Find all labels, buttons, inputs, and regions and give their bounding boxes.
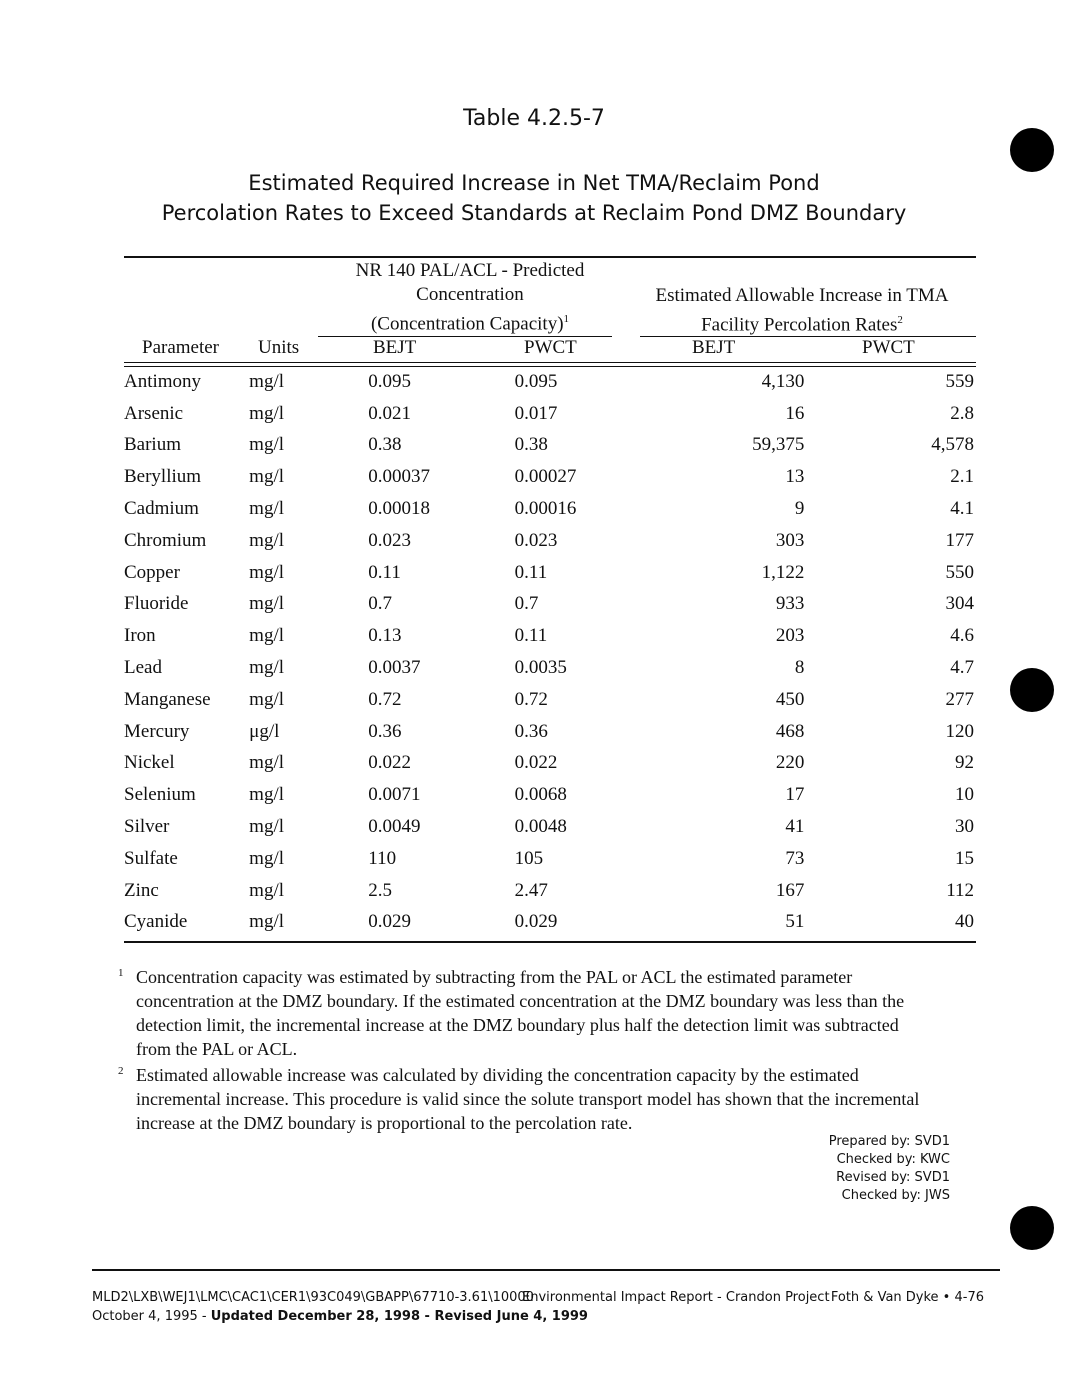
column-header-parameter: Parameter <box>142 337 220 358</box>
table-row <box>124 493 974 525</box>
pwct-concentration-cell: 0.36 <box>514 720 548 742</box>
punch-hole-middle <box>1010 668 1054 712</box>
bejt-concentration-cell: 0.0071 <box>368 784 421 806</box>
bejt-concentration-cell: 0.7 <box>368 593 393 615</box>
units-cell: mg/l <box>249 847 285 869</box>
pwct-concentration-cell: 0.0068 <box>514 784 567 806</box>
table-row <box>124 557 974 589</box>
units-cell: mg/l <box>249 561 285 583</box>
parameter-cell: Antimony <box>124 370 202 392</box>
signoff-block <box>829 1133 950 1205</box>
bejt-rate-cell: 167 <box>775 879 805 901</box>
data-table <box>124 366 974 938</box>
parameter-cell: Beryllium <box>124 466 202 488</box>
units-cell: mg/l <box>249 688 285 710</box>
footer-project: Environmental Impact Report - Crandon Project <box>522 1290 830 1305</box>
bejt-rate-cell: 220 <box>775 752 805 774</box>
pwct-rate-cell: 112 <box>946 879 974 901</box>
bejt-rate-cell: 59,375 <box>752 434 805 456</box>
pwct-concentration-cell: 0.00027 <box>514 466 577 488</box>
table-label: Table 4.2.5-7 <box>463 106 605 131</box>
pwct-rate-cell: 2.1 <box>950 466 974 488</box>
units-cell: mg/l <box>249 402 285 424</box>
column-header-bejt-concentration: BEJT <box>373 337 417 358</box>
footnote-2: 2 Estimated allowable increase was calculated by dividing the concentration capacity by the estimated incremental increase. This procedure is valid since the solute transport model has shown that the incremental increase at the DMZ boundary is proportional to the percolation rate. <box>118 1065 920 1133</box>
bejt-concentration-cell: 0.00037 <box>368 466 431 488</box>
table-row <box>124 811 974 843</box>
footer-file-path: MLD2\LXB\WEJ1\LMC\CAC1\CER1\93C049\GBAPP\67710-3.61\10000 <box>92 1290 534 1305</box>
bejt-rate-cell: 73 <box>785 847 805 869</box>
table-title <box>0 168 1068 228</box>
pwct-rate-cell: 120 <box>945 720 974 742</box>
table-row <box>124 620 974 652</box>
pwct-rate-cell: 559 <box>945 370 974 392</box>
bejt-rate-cell: 13 <box>785 466 805 488</box>
units-cell: mg/l <box>249 816 285 838</box>
table-row <box>124 907 974 939</box>
pwct-concentration-cell: 2.47 <box>514 879 548 901</box>
parameter-cell: Cyanide <box>124 911 188 933</box>
table-row <box>124 716 974 748</box>
units-cell: mg/l <box>249 752 285 774</box>
units-cell: mg/l <box>249 434 285 456</box>
table-row <box>124 430 974 462</box>
table-row <box>124 461 974 493</box>
parameter-cell: Copper <box>124 561 180 583</box>
page-footer <box>92 1288 992 1326</box>
pwct-rate-cell: 40 <box>955 911 974 933</box>
table-row <box>124 684 974 716</box>
bejt-concentration-cell: 0.023 <box>368 529 412 551</box>
bejt-rate-cell: 8 <box>794 657 805 679</box>
units-cell: mg/l <box>249 370 285 392</box>
table-row <box>124 748 974 780</box>
bejt-rate-cell: 1,122 <box>761 561 805 583</box>
table-row <box>124 779 974 811</box>
bejt-concentration-cell: 0.36 <box>368 720 402 742</box>
parameter-cell: Nickel <box>124 752 175 774</box>
parameter-cell: Silver <box>124 816 170 838</box>
concentration-group-header <box>300 259 640 336</box>
footer-publisher-page: Foth & Van Dyke • 4-76 <box>830 1290 984 1305</box>
bejt-rate-cell: 51 <box>785 911 805 933</box>
column-header-pwct-rate: PWCT <box>862 337 915 358</box>
table-row <box>124 875 974 907</box>
units-cell: mg/l <box>249 657 285 679</box>
bejt-rate-cell: 203 <box>775 625 805 647</box>
pwct-rate-cell: 4.6 <box>950 625 974 647</box>
bejt-concentration-cell: 110 <box>368 847 397 869</box>
bejt-concentration-cell: 0.72 <box>368 688 402 710</box>
punch-hole-top <box>1010 128 1054 172</box>
concentration-header-line1: NR 140 PAL/ACL - Predicted <box>355 260 585 281</box>
pwct-concentration-cell: 0.0048 <box>514 816 567 838</box>
bejt-concentration-cell: 0.38 <box>368 434 402 456</box>
units-cell: mg/l <box>249 466 285 488</box>
pwct-concentration-cell: 0.7 <box>514 593 539 615</box>
bejt-concentration-cell: 0.029 <box>368 911 412 933</box>
parameter-cell: Zinc <box>124 879 159 901</box>
bejt-rate-cell: 17 <box>785 784 805 806</box>
parameter-cell: Lead <box>124 657 162 679</box>
parameter-cell: Arsenic <box>124 402 184 424</box>
units-cell: mg/l <box>249 593 285 615</box>
units-cell: mg/l <box>249 498 285 520</box>
bejt-rate-cell: 41 <box>785 816 805 838</box>
bejt-rate-cell: 303 <box>775 529 805 551</box>
concentration-header-line3: (Concentration Capacity)$^1$ <box>370 313 570 335</box>
bejt-rate-cell: 4,130 <box>761 370 805 392</box>
bejt-rate-cell: 450 <box>775 688 805 710</box>
pwct-concentration-cell: 0.00016 <box>514 498 577 520</box>
table-title-line1: Estimated Required Increase in Net TMA/Reclaim Pond <box>248 171 820 195</box>
bejt-concentration-cell: 0.021 <box>368 402 412 424</box>
parameter-cell: Chromium <box>124 529 207 551</box>
pwct-rate-cell: 277 <box>945 688 974 710</box>
column-header-units: Units <box>258 337 300 358</box>
checked-by-2: Checked by: JWS <box>841 1188 950 1203</box>
bejt-concentration-cell: 0.00018 <box>368 498 431 520</box>
pwct-rate-cell: 4,578 <box>931 434 974 456</box>
table-row <box>124 589 974 621</box>
footer-rule <box>92 1269 1000 1271</box>
table-row <box>124 398 974 430</box>
parameter-cell: Fluoride <box>124 593 189 615</box>
pwct-concentration-cell: 0.023 <box>514 529 558 551</box>
pwct-rate-cell: 177 <box>945 529 974 551</box>
table-top-rule <box>124 256 976 258</box>
units-cell: mg/l <box>249 529 285 551</box>
pwct-concentration-cell: 105 <box>514 847 544 869</box>
parameter-cell: Selenium <box>124 784 196 806</box>
concentration-header-line2: Concentration <box>416 284 524 305</box>
pwct-concentration-cell: 0.11 <box>514 625 548 647</box>
bejt-concentration-cell: 2.5 <box>368 879 393 901</box>
pwct-rate-cell: 550 <box>945 561 974 583</box>
header-double-rule-top <box>124 362 976 363</box>
bejt-concentration-cell: 0.13 <box>368 625 402 647</box>
pwct-rate-cell: 2.8 <box>950 402 974 424</box>
bejt-concentration-cell: 0.095 <box>368 370 412 392</box>
percolation-header-line1: Estimated Allowable Increase in TMA <box>655 285 949 306</box>
bejt-rate-cell: 16 <box>785 402 805 424</box>
revised-by: Revised by: SVD1 <box>836 1170 950 1185</box>
pwct-rate-cell: 10 <box>955 784 974 806</box>
pwct-concentration-cell: 0.029 <box>514 911 558 933</box>
table-row <box>124 366 974 398</box>
pwct-concentration-cell: 0.0035 <box>514 657 567 679</box>
pwct-rate-cell: 15 <box>955 847 974 869</box>
pwct-rate-cell: 4.1 <box>950 498 974 520</box>
parameter-cell: Manganese <box>124 688 211 710</box>
bejt-rate-cell: 468 <box>775 720 805 742</box>
units-cell: mg/l <box>249 784 285 806</box>
pwct-concentration-cell: 0.017 <box>514 402 558 424</box>
percolation-group-header <box>630 284 974 337</box>
pwct-rate-cell: 92 <box>955 752 974 774</box>
footnotes <box>118 965 938 1137</box>
bejt-rate-cell: 933 <box>775 593 805 615</box>
units-cell: mg/l <box>249 911 285 933</box>
parameter-cell: Barium <box>124 434 181 456</box>
pwct-concentration-cell: 0.095 <box>514 370 558 392</box>
prepared-by: Prepared by: SVD1 <box>828 1134 950 1149</box>
parameter-cell: Cadmium <box>124 498 199 520</box>
column-header-bejt-rate: BEJT <box>692 337 736 358</box>
table-row <box>124 525 974 557</box>
units-cell: mg/l <box>249 879 285 901</box>
pwct-rate-cell: 30 <box>955 816 974 838</box>
checked-by-1: Checked by: KWC <box>836 1152 950 1167</box>
parameter-cell: Sulfate <box>124 847 178 869</box>
table-row <box>124 843 974 875</box>
pwct-rate-cell: 4.7 <box>950 657 974 679</box>
pwct-concentration-cell: 0.72 <box>514 688 548 710</box>
table-body <box>124 366 974 938</box>
pwct-concentration-cell: 0.022 <box>514 752 558 774</box>
table-row <box>124 652 974 684</box>
footer-dates: October 4, 1995 - Updated December 28, 1998 - Revised June 4, 1999 <box>92 1309 588 1324</box>
pwct-concentration-cell: 0.11 <box>514 561 548 583</box>
bejt-concentration-cell: 0.0037 <box>368 657 421 679</box>
units-cell: μg/l <box>249 720 280 742</box>
bejt-rate-cell: 9 <box>794 498 805 520</box>
percolation-header-line2: Facility Percolation Rates$^2$ <box>701 314 903 336</box>
bejt-concentration-cell: 0.0049 <box>368 816 421 838</box>
footnote-1: 1 Concentration capacity was estimated by subtracting from the PAL or ACL the estimated parameter concentration at the DMZ boundary. If the estimated concentration at the DMZ boundary was less than the detection limit, the incremental increase at the DMZ boundary plus half the detection limit was subtracted from the PAL or ACL. <box>118 967 905 1059</box>
units-cell: mg/l <box>249 625 285 647</box>
pwct-rate-cell: 304 <box>945 593 974 615</box>
table-title-line2: Percolation Rates to Exceed Standards at Reclaim Pond DMZ Boundary <box>161 201 907 225</box>
parameter-cell: Mercury <box>124 720 190 742</box>
column-header-pwct-concentration: PWCT <box>524 337 577 358</box>
percolation-group-rule <box>640 336 976 337</box>
punch-hole-bottom <box>1010 1206 1054 1250</box>
bejt-concentration-cell: 0.022 <box>368 752 412 774</box>
table-bottom-rule <box>124 941 976 943</box>
pwct-concentration-cell: 0.38 <box>514 434 548 456</box>
parameter-cell: Iron <box>124 625 156 647</box>
bejt-concentration-cell: 0.11 <box>368 561 401 583</box>
